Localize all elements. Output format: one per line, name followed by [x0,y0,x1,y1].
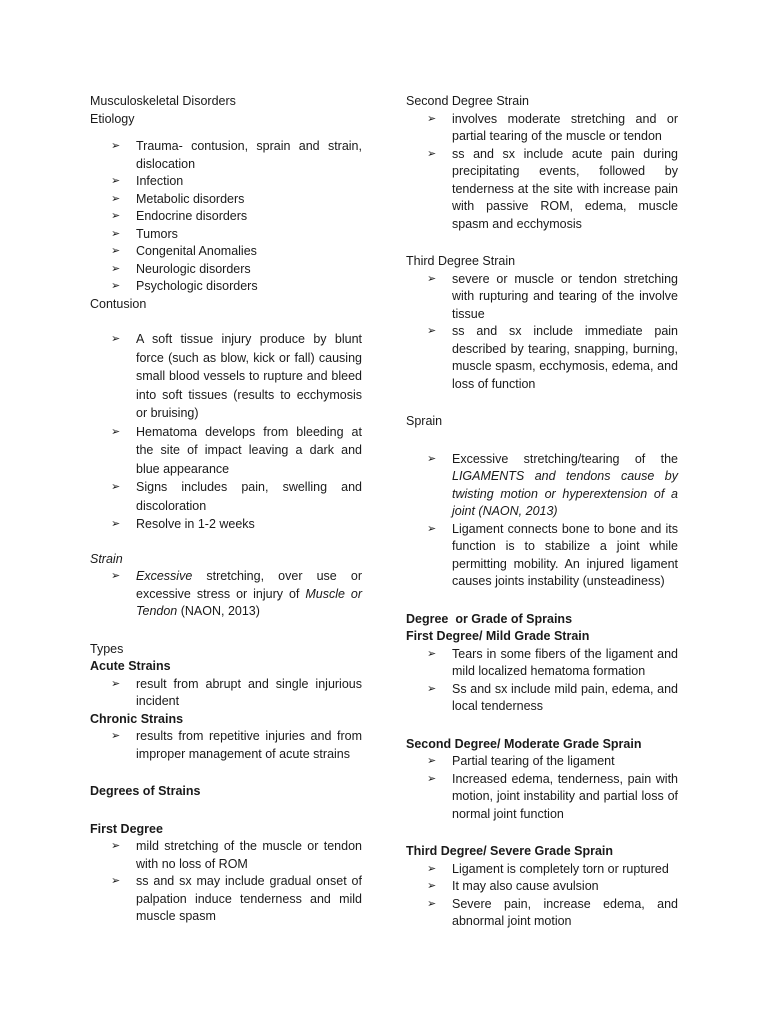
list-item: ➢ severe or muscle or tendon stretching with rupturing and tearing of the involve tissue [427,271,678,321]
list-item: ➢ results from repetitive injuries and from improper management of acute strains [111,729,362,761]
arrow-bullet-icon: ➢ [111,570,121,582]
first-degree-list [90,838,362,926]
first-grade-heading: First Degree/ Mild Grade Strain [406,629,590,643]
list-item: ➢ ss and sx may include gradual onset of palpation induce tenderness and mild muscle spasm [111,874,362,923]
arrow-bullet-icon: ➢ [427,147,437,160]
third-strain-list [406,271,678,394]
list-item: ➢ Tumors [136,226,362,244]
arrow-bullet-icon: ➢ [111,677,121,690]
list-item: ➢ Partial tearing of the ligament [452,753,678,771]
list-item: ➢ Endocrine disorders [136,208,362,226]
arrow-bullet-icon: ➢ [111,840,121,852]
list-item: ➢ Ss and sx include mild pain, edema, and local tenderness [427,681,678,713]
list-item: ➢ Increased edema, tenderness, pain with motion, joint instability and partial loss of normal joint function [427,771,678,821]
arrow-bullet-icon: ➢ [427,112,437,125]
arrow-bullet-icon: ➢ [111,175,121,187]
contusion-heading: Contusion [90,296,147,311]
list-item: ➢ Excessive stretching, over use or excessive stress or injury of Muscle or Tendon (NAON, 2013) [111,569,362,618]
strain-list [90,568,362,621]
arrow-bullet-icon: ➢ [427,647,437,660]
strain-heading: Strain [90,551,123,566]
acute-strains-heading: Acute Strains [90,659,171,673]
left-column [90,93,362,926]
arrow-bullet-icon: ➢ [427,325,437,337]
arrow-bullet-icon: ➢ [111,481,121,493]
document-title: Musculoskeletal Disorders [90,94,236,108]
list-item: ➢ Resolve in 1-2 weeks [136,515,362,534]
third-degree-strain-heading: Third Degree Strain [406,254,516,268]
etiology-list [90,138,362,296]
arrow-bullet-icon: ➢ [427,772,437,785]
arrow-bullet-icon: ➢ [111,280,121,292]
second-grade-heading: Second Degree/ Moderate Grade Sprain [406,736,642,751]
arrow-bullet-icon: ➢ [427,862,437,875]
arrow-bullet-icon: ➢ [111,140,121,152]
third-grade-heading: Third Degree/ Severe Grade Sprain [406,844,614,858]
list-item: ➢ Hematoma develops from bleeding at the site of impact leaving a dark and blue appearance [111,424,362,476]
arrow-bullet-icon: ➢ [111,210,121,222]
third-grade-list [406,861,678,931]
second-grade-list [406,753,678,823]
list-item: ➢ Ligament connects bone to bone and its function is to stabilize a joint while permitting mobility. An injured ligament causes joints instability (unsteadiness) [427,521,678,588]
list-item: ➢ Ligament is completely torn or ruptured [452,861,678,879]
arrow-bullet-icon: ➢ [111,333,121,345]
arrow-bullet-icon: ➢ [111,262,121,275]
contusion-list [90,330,362,534]
list-item: ➢ Excessive stretching/tearing of the LIGAMENTS and tendons cause by twisting motion or hyperextension of a joint (NAON, 2013) [427,451,678,518]
list-item: ➢ Neurologic disorders [136,261,362,279]
list-item: ➢ ss and sx include immediate pain described by tearing, snapping, burning, muscle spasm, ecchymosis, edema, and loss of function [427,324,678,391]
arrow-bullet-icon: ➢ [427,522,437,535]
list-item: ➢ Severe pain, increase edema, and abnormal joint motion [427,896,678,928]
second-degree-strain-heading: Second Degree Strain [406,94,529,108]
arrow-bullet-icon: ➢ [427,682,437,695]
list-item: ➢ involves moderate stretching and or partial tearing of the muscle or tendon [427,111,678,143]
arrow-bullet-icon: ➢ [427,272,437,285]
arrow-bullet-icon: ➢ [111,227,121,240]
chronic-strains-heading: Chronic Strains [90,711,184,726]
first-degree-heading: First Degree [90,821,163,836]
list-item: ➢ Trauma- contusion, sprain and strain, dislocation [111,139,362,171]
sprain-list [406,451,678,591]
list-item: ➢ Congenital Anomalies [136,243,362,261]
first-grade-list [406,646,678,716]
list-item: ➢ result from abrupt and single injurious incident [111,676,362,708]
degrees-of-strains-heading: Degrees of Strains [90,784,201,798]
arrow-bullet-icon: ➢ [427,755,437,767]
list-item: ➢ Tears in some fibers of the ligament and mild localized hematoma formation [427,646,678,678]
list-item: ➢ It may also cause avulsion [452,878,678,896]
second-strain-list [406,111,678,234]
arrow-bullet-icon: ➢ [427,897,437,910]
etiology-heading: Etiology [90,111,135,126]
types-heading: Types [90,641,124,656]
list-item: ➢ Signs includes pain, swelling and discoloration [111,480,362,513]
arrow-bullet-icon: ➢ [111,518,121,530]
list-item: ➢ Metabolic disorders [136,191,362,209]
arrow-bullet-icon: ➢ [111,192,121,205]
chronic-list [90,728,362,763]
list-item: ➢ Infection [136,173,362,191]
arrow-bullet-icon: ➢ [111,730,121,742]
sprain-heading: Sprain [406,414,443,428]
grade-of-sprains-heading: Degree or Grade of Sprains [406,611,573,626]
arrow-bullet-icon: ➢ [427,452,437,465]
arrow-bullet-icon: ➢ [427,880,437,892]
arrow-bullet-icon: ➢ [111,245,121,257]
acute-list [90,676,362,711]
arrow-bullet-icon: ➢ [111,875,121,887]
list-item: ➢ A soft tissue injury produce by blunt force (such as blow, kick or fall) causing small blood vessels to rupture and bleed into soft tissues (results to ecchymosis or bruising) [111,332,362,420]
list-item: ➢ Psychologic disorders [136,278,362,296]
right-column [406,93,678,931]
arrow-bullet-icon: ➢ [111,425,121,438]
list-item: ➢ mild stretching of the muscle or tendon with no loss of ROM [111,839,362,871]
list-item: ➢ ss and sx include acute pain during precipitating events, followed by tenderness at the site with increase pain with passive ROM, edema, muscle spasm and ecchymosis [427,146,678,231]
